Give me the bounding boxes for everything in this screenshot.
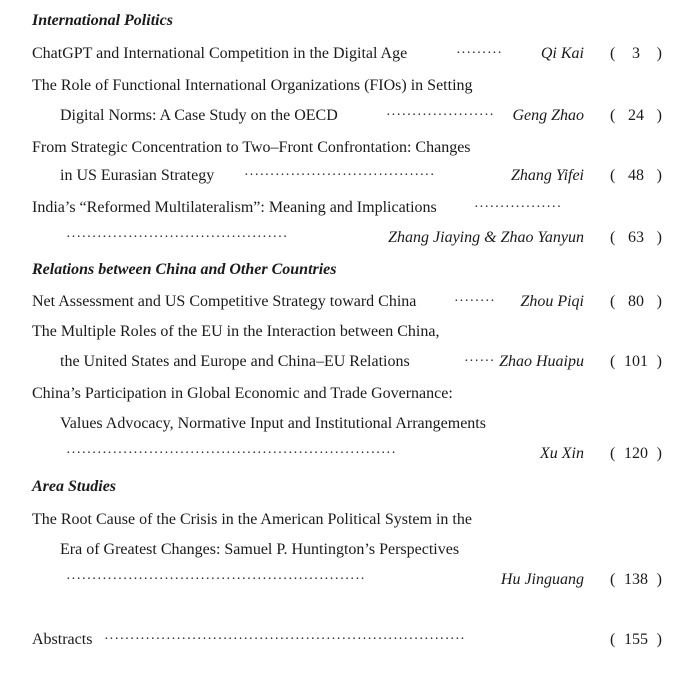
entry-title: China’s Participation in Global Economic and Trade Governance: [32, 385, 453, 402]
entry-title: ChatGPT and International Competition in the Digital Age [32, 45, 408, 62]
entry-author: Zhang Yifei [510, 167, 584, 184]
dot-leader: ····················· [386, 108, 495, 123]
section-heading: Relations between China and Other Countries [32, 261, 337, 278]
table-of-contents: International Politics ChatGPT and International Competition in the Digital Age ········· Qi Kai ( 3 ) The Role of Functional International Organizations (FIOs) in Setting Digital Norms: A Case Study on the OECD ····················· Geng Zhao ( 24 ) From Strategic Concentration to Two–Front Confrontation: Changes in US Eurasian Strategy ····································· Zhang Yifei ( 48 ) India’s “Reformed Multilateralism”: Meaning and Implications ················· ··········································· Zhang Jiaying & Zhao Yanyun ( 63 ) Relations between China and Other Countries Net Assessment and US Competitive Strategy toward China ········ Zhou Piqi ( 80 ) The Multiple Roles of the EU in the Interaction between China, the United States and Europe and China–EU Relations ······ Zhao Huaipu ( 101 ) China’s Participation in Global Economic and Trade Governance: Values Advocacy, Normative Input and Institutional Arrangements ································································ Xu Xin ( 120 ) Area Studies The Root Cause of the Crisis in the American Political System in the Era of Greatest Changes: Samuel P. Huntington’s Perspectives ·························································· Hu Jinguang ( 138 ) Abstracts ······································································ ( 155 ) [32, 12, 662, 648]
entry-author: Hu Jinguang [500, 571, 584, 588]
entry-author: Zhang Jiaying & Zhao Yanyun [388, 229, 584, 246]
entry-title-continued: Values Advocacy, Normative Input and Institutional Arrangements [60, 415, 486, 432]
dot-leader: ··········································· [66, 230, 288, 245]
dot-leader: ········· [456, 46, 503, 61]
entry-author: Xu Xin [540, 445, 584, 462]
dot-leader: ····································· [244, 168, 435, 183]
entry-author: Zhou Piqi [520, 293, 584, 310]
dot-leader: ·························································· [66, 572, 366, 587]
entry-title: The Multiple Roles of the EU in the Interaction between China, [32, 323, 440, 340]
dot-leader: ················· [474, 200, 562, 215]
entry-title: Net Assessment and US Competitive Strategy toward China [32, 293, 417, 310]
dot-leader: ······································································ [104, 632, 466, 647]
entry-title: From Strategic Concentration to Two–Front Confrontation: Changes [32, 139, 471, 156]
entry-title: The Role of Functional International Organizations (FIOs) in Setting [32, 77, 473, 94]
entry-author: Qi Kai [540, 45, 584, 62]
entry-title: The Root Cause of the Crisis in the American Political System in the [32, 511, 472, 528]
dot-leader: ······ [464, 354, 495, 369]
dot-leader: ········ [454, 294, 496, 309]
entry-title-continued: Era of Greatest Changes: Samuel P. Huntington’s Perspectives [60, 541, 460, 558]
entry-title-continued: Digital Norms: A Case Study on the OECD [60, 107, 338, 124]
section-heading: Area Studies [32, 478, 117, 495]
section-heading: International Politics [32, 12, 173, 29]
entry-title: India’s “Reformed Multilateralism”: Meaning and Implications [32, 199, 437, 216]
entry-author: Geng Zhao [512, 107, 584, 124]
entry-title-continued: the United States and Europe and China–EU Relations [60, 353, 410, 370]
dot-leader: ································································ [66, 446, 397, 461]
entry-author: Zhao Huaipu [499, 353, 584, 370]
entry-title: Abstracts [32, 631, 93, 648]
entry-title-continued: in US Eurasian Strategy [60, 167, 215, 184]
